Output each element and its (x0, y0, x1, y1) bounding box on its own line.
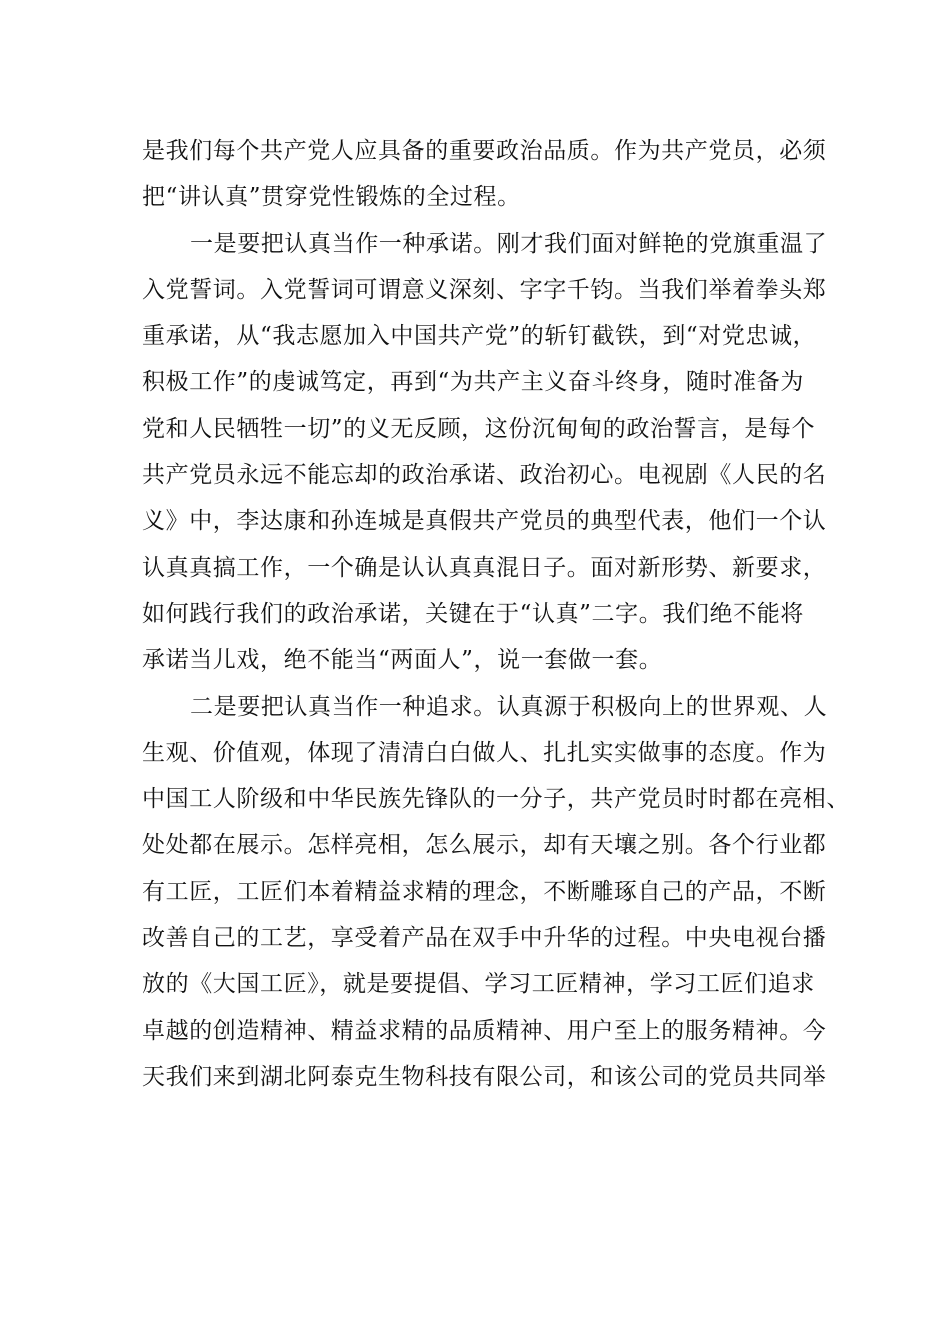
text-line: 改善自己的工艺，享受着产品在双手中升华的过程。中央电视台播 (142, 925, 827, 952)
text-line: 把“讲认真”贯穿党性锻炼的全过程。 (142, 184, 521, 211)
text-line: 有工匠，工匠们本着精益求精的理念，不断雕琢自己的产品，不断 (142, 878, 827, 905)
text-line: 如何践行我们的政治承诺，关键在于“认真”二字。我们绝不能将 (142, 600, 804, 627)
text-line: 积极工作”的虔诚笃定，再到“为共产主义奋斗终身，随时准备为 (142, 369, 804, 396)
text-line: 中国工人阶级和中华民族先锋队的一分子，共产党员时时都在亮相、 (142, 786, 850, 813)
text-line: 处处都在展示。怎样亮相，怎么展示，却有天壤之别。各个行业都 (142, 832, 827, 859)
text-line: 二是要把认真当作一种追求。认真源于积极向上的世界观、人 (190, 693, 828, 720)
text-line: 卓越的创造精神、精益求精的品质精神、用户至上的服务精神。今 (142, 1017, 827, 1044)
text-line: 认真真搞工作，一个确是认认真真混日子。面对新形势、新要求， (142, 554, 827, 581)
text-line: 放的《大国工匠》，就是要提倡、学习工匠精神，学习工匠们追求 (142, 971, 815, 998)
paragraph-pursuit (142, 684, 850, 1101)
text-line: 义》中，李达康和孙连城是真假共产党员的典型代表，他们一个认 (142, 508, 827, 535)
text-line: 共产党员永远不能忘却的政治承诺、政治初心。电视剧《人民的名 (142, 462, 827, 489)
text-line: 重承诺，从“我志愿加入中国共产党”的斩钉截铁，到“对党忠诚， (142, 323, 817, 350)
text-line: 一是要把认真当作一种承诺。刚才我们面对鲜艳的党旗重温了 (190, 230, 828, 257)
document-body (142, 128, 850, 1100)
text-line: 入党誓词。入党誓词可谓意义深刻、字字千钧。当我们举着拳头郑 (142, 276, 827, 303)
paragraph-continuation (142, 128, 827, 221)
text-line: 生观、价值观，体现了清清白白做人、扎扎实实做事的态度。作为 (142, 739, 827, 766)
text-line: 天我们来到湖北阿泰克生物科技有限公司，和该公司的党员共同举 (142, 1063, 827, 1090)
text-line: 承诺当儿戏，绝不能当“两面人”，说一套做一套。 (142, 647, 663, 674)
text-line: 党和人民牺牲一切”的义无反顾，这份沉甸甸的政治誓言，是每个 (142, 415, 816, 442)
text-line: 是我们每个共产党人应具备的重要政治品质。作为共产党员，必须 (142, 138, 827, 164)
paragraph-commitment (142, 221, 828, 684)
